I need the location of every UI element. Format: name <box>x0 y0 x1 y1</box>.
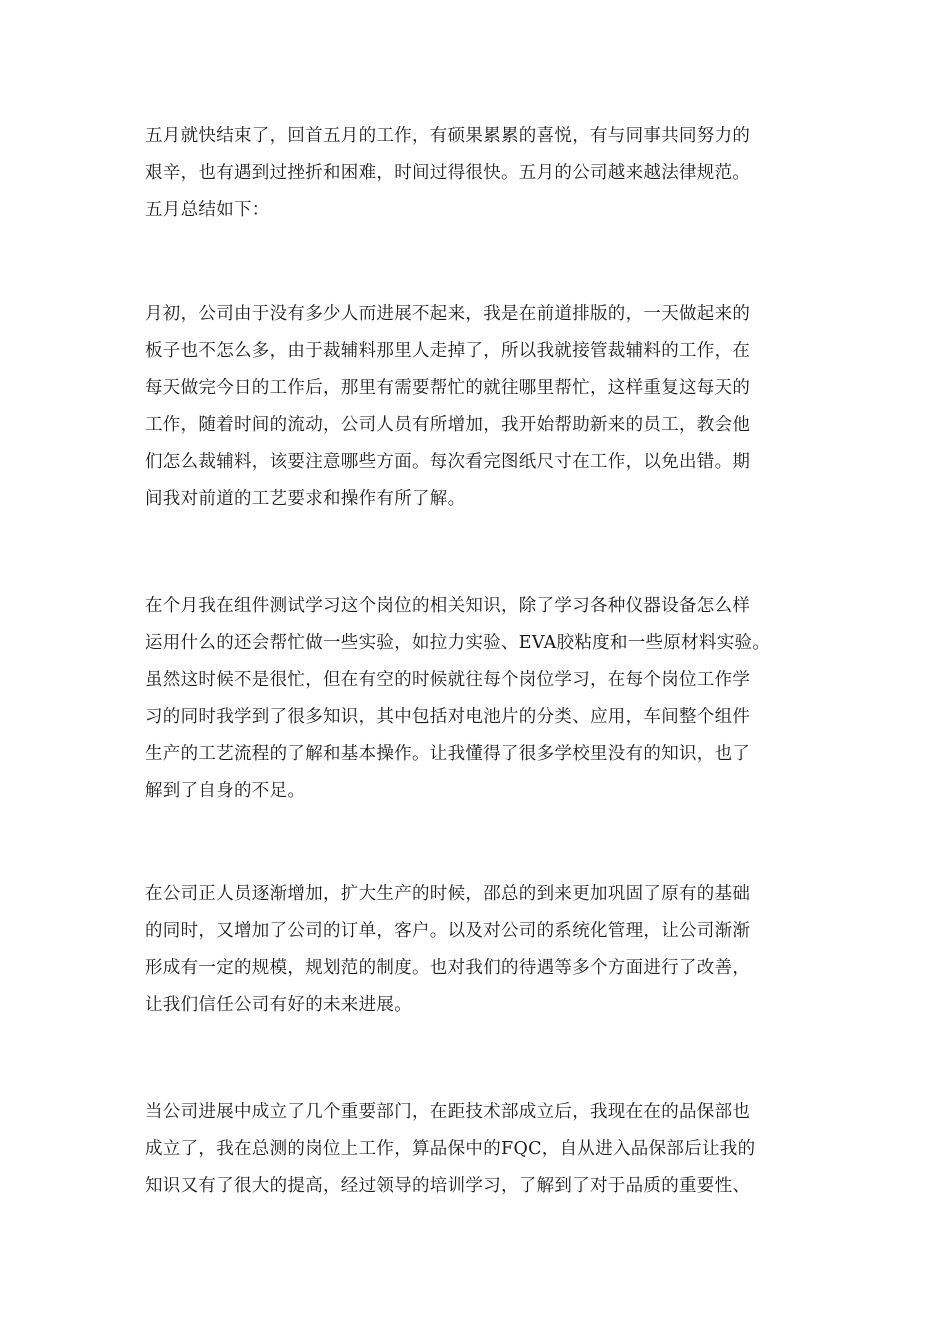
paragraph-line: 艰辛，也有遇到过挫折和困难，时间过得很快。五月的公司越来越法律规范。 <box>145 163 751 183</box>
paragraph-line: 板子也不怎么多，由于裁辅料那里人走掉了，所以我就接管裁辅料的工作，在 <box>145 341 751 361</box>
paragraph-line: 每天做完今日的工作后，那里有需要帮忙的就往哪里帮忙，这样重复这每天的 <box>145 378 751 398</box>
paragraph-line: 们怎么裁辅料，该要注意哪些方面。每次看完图纸尺寸在工作，以免出错。期 <box>145 452 751 472</box>
paragraph-line: 在公司正人员逐渐增加，扩大生产的时候，邵总的到来更加巩固了原有的基础 <box>145 884 751 904</box>
paragraph-line: 生产的工艺流程的了解和基本操作。让我懂得了很多学校里没有的知识，也了 <box>145 744 751 764</box>
paragraph-line: 运用什么的还会帮忙做一些实验，如拉力实验、EVA胶粘度和一些原材料实验。 <box>145 633 771 653</box>
paragraph-line: 间我对前道的工艺要求和操作有所了解。 <box>145 489 466 509</box>
paragraph-line: 工作，随着时间的流动，公司人员有所增加，我开始帮助新来的员工，教会他 <box>145 415 751 435</box>
paragraph-line: 在个月我在组件测试学习这个岗位的相关知识，除了学习各种仪器设备怎么样 <box>145 596 751 616</box>
paragraph-line: 成立了，我在总测的岗位上工作，算品保中的FQC，自从进入品保部后让我的 <box>145 1139 756 1159</box>
paragraph-4 <box>145 876 813 1024</box>
paragraph-line: 五月总结如下： <box>145 200 270 220</box>
paragraph-line: 五月就快结束了，回首五月的工作，有硕果累累的喜悦，有与同事共同努力的 <box>145 126 751 146</box>
paragraph-line: 月初，公司由于没有多少人而进展不起来，我是在前道排版的，一天做起来的 <box>145 304 751 324</box>
paragraph-line: 虽然这时候不是很忙，但在有空的时候就往每个岗位学习，在每个岗位工作学 <box>145 670 751 690</box>
paragraph-line: 当公司进展中成立了几个重要部门，在距技术部成立后，我现在在的品保部也 <box>145 1102 751 1122</box>
paragraph-line: 解到了自身的不足。 <box>145 781 306 801</box>
paragraph-line: 习的同时我学到了很多知识，其中包括对电池片的分类、应用，车间整个组件 <box>145 707 751 727</box>
paragraph-1 <box>145 118 813 229</box>
paragraph-line: 知识又有了很大的提高，经过领导的培训学习，了解到了对于品质的重要性、 <box>145 1176 751 1196</box>
paragraph-5 <box>145 1094 813 1205</box>
paragraph-3 <box>145 588 813 810</box>
paragraph-2 <box>145 296 813 518</box>
paragraph-line: 让我们信任公司有好的未来进展。 <box>145 995 412 1015</box>
paragraph-line: 的同时，又增加了公司的订单，客户。以及对公司的系统化管理，让公司渐渐 <box>145 921 751 941</box>
paragraph-line: 形成有一定的规模，规划范的制度。也对我们的待遇等多个方面进行了改善， <box>145 958 751 978</box>
